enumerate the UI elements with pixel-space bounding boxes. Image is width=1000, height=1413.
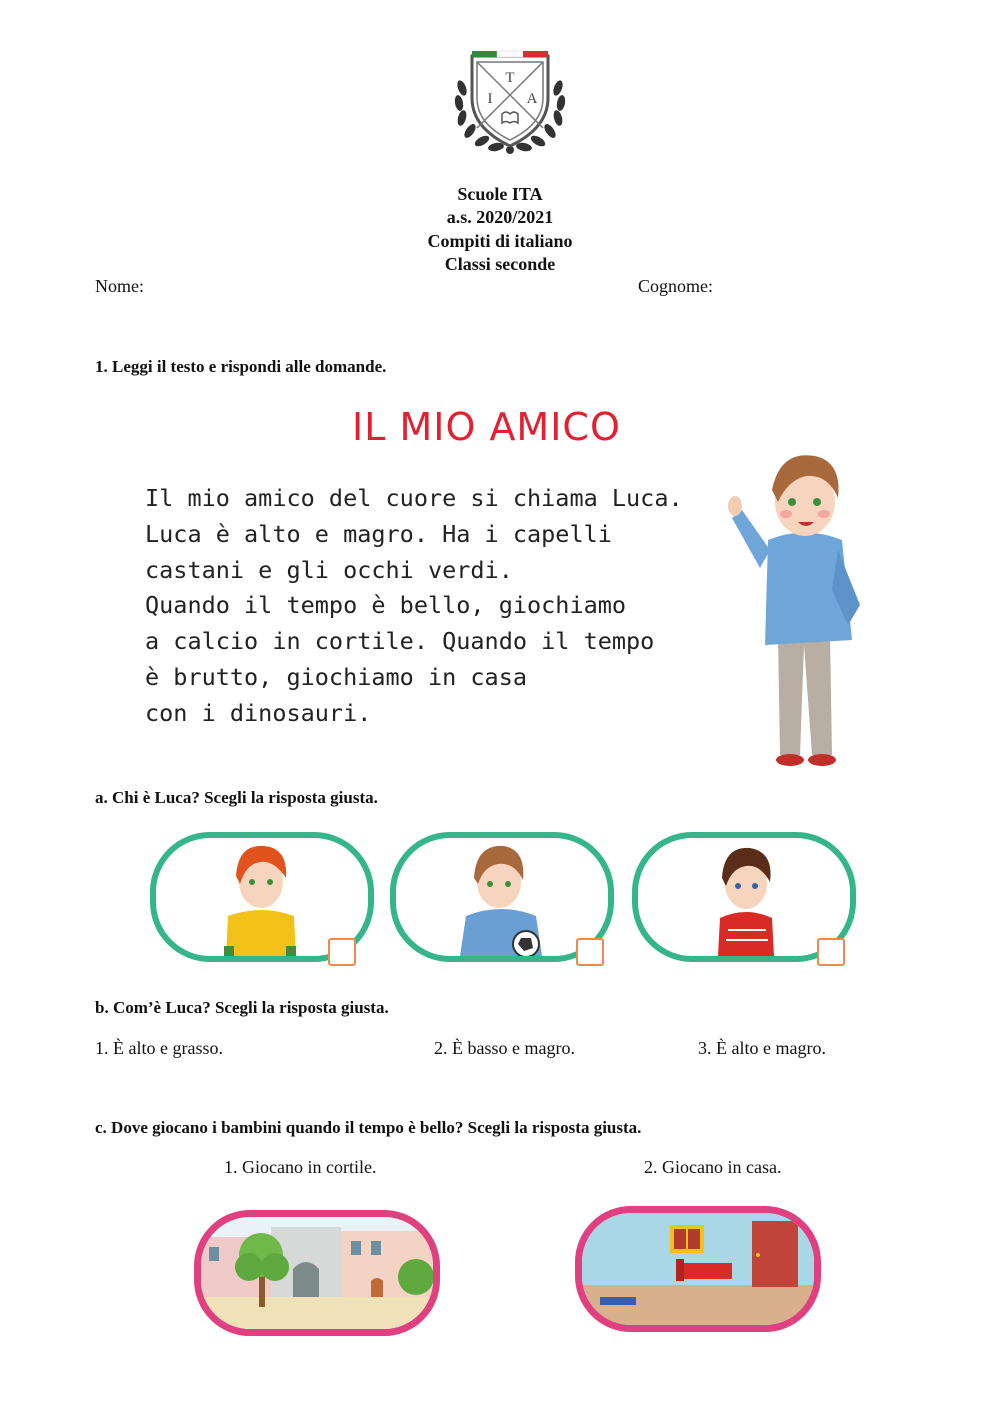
subject-title: Compiti di italiano xyxy=(427,231,573,251)
story-line: con i dinosauri. xyxy=(145,698,372,727)
story-line: Il mio amico del cuore si chiama Luca. xyxy=(145,484,683,512)
courtyard-scene-image[interactable] xyxy=(194,1210,440,1336)
option-a-2-checkbox[interactable] xyxy=(576,938,604,966)
surname-label: Cognome: xyxy=(638,276,713,296)
question-b-option-3[interactable]: 3. È alto e magro. xyxy=(698,1038,826,1058)
bedroom-scene-image[interactable] xyxy=(575,1206,821,1332)
class-level: Classi seconde xyxy=(444,254,556,274)
story-title: IL MIO AMICO xyxy=(352,405,621,449)
story-line: Luca è alto e magro. Ha i capelli xyxy=(145,519,612,548)
bedroom-illustration-icon xyxy=(582,1213,814,1325)
story-line: è brutto, giochiamo in casa xyxy=(145,662,528,691)
courtyard-illustration-icon xyxy=(201,1217,433,1329)
svg-text:T: T xyxy=(505,70,515,86)
school-name: Scuole ITA xyxy=(457,184,543,204)
question-a-text: a. Chi è Luca? Scegli la risposta giusta. xyxy=(95,788,378,807)
luca-illustration xyxy=(720,440,870,770)
school-crest-logo xyxy=(450,48,570,156)
question-c-option-2[interactable]: 2. Giocano in casa. xyxy=(644,1157,782,1177)
question-b-option-2[interactable]: 2. È basso e magro. xyxy=(434,1038,575,1058)
story-line: a calcio in cortile. Quando il tempo xyxy=(145,627,655,656)
question-b-text: b. Com’è Luca? Scegli la risposta giusta. xyxy=(95,998,389,1017)
question-b-option-1[interactable]: 1. È alto e grasso. xyxy=(95,1038,223,1058)
school-year: a.s. 2020/2021 xyxy=(446,207,554,227)
story-line: Quando il tempo è bello, giochiamo xyxy=(145,591,627,620)
option-a-1-checkbox[interactable] xyxy=(328,938,356,966)
svg-text:I: I xyxy=(487,91,493,107)
option-a-3-checkbox[interactable] xyxy=(817,938,845,966)
story-line: castani e gli occhi verdi. xyxy=(145,555,513,584)
exercise-1-instruction: 1. Leggi il testo e rispondi alle domande. xyxy=(95,357,387,376)
story-text xyxy=(145,481,683,732)
svg-text:A: A xyxy=(526,91,538,107)
question-c-option-1[interactable]: 1. Giocano in cortile. xyxy=(224,1157,377,1177)
name-label: Nome: xyxy=(95,276,144,296)
question-c-text: c. Dove giocano i bambini quando il tempo è bello? Scegli la risposta giusta. xyxy=(95,1118,642,1137)
